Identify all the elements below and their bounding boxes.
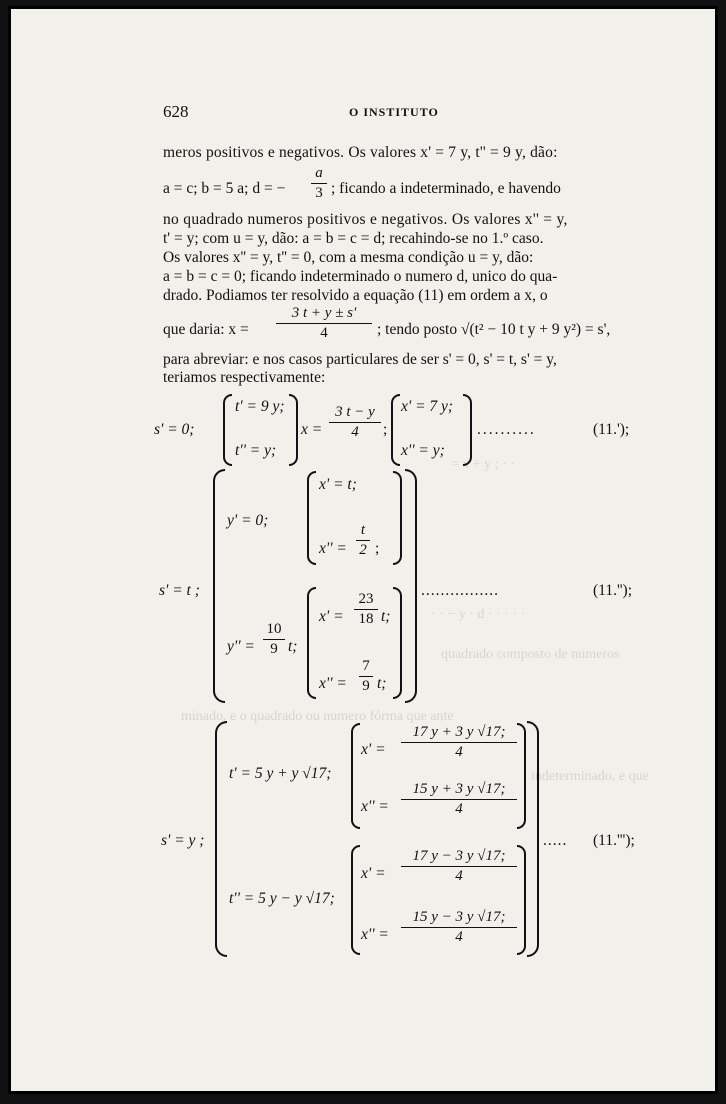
fraction: [401, 725, 517, 760]
fraction: [276, 306, 372, 341]
eq-term: t'' = y;: [235, 442, 277, 459]
equation-label: (11.''');: [593, 832, 635, 849]
fraction-denominator: 4: [351, 424, 359, 440]
fraction: [359, 659, 373, 694]
eq-lhs: s' = t ;: [159, 582, 200, 599]
text-line: drado. Podiamos ter resolvido a equação (11) em ordem a x, o: [163, 287, 548, 304]
text-line: meros positivos e negativos. Os valores x' = 7 y, t'' = 9 y, dão:: [163, 144, 558, 161]
eq-lhs: s' = y ;: [161, 832, 205, 849]
book-page: [8, 6, 718, 1094]
fraction-denominator: 2: [359, 542, 367, 558]
eq-term: y'' =: [227, 638, 255, 655]
fraction-numerator: 23: [354, 592, 378, 610]
eq-term: t;: [288, 638, 298, 655]
eq-term: x'' =: [361, 798, 389, 815]
dot-leader: .....: [543, 832, 568, 849]
page-number: 628: [163, 102, 189, 121]
text-line: ; tendo posto √(t² − 10 t y + 9 y²) = s',: [377, 321, 611, 338]
fraction: [263, 622, 285, 657]
fraction: [401, 849, 517, 884]
eq-term: x =: [301, 421, 323, 438]
text-line: no quadrado numeros positivos e negativos. Os valores x'' = y,: [163, 211, 568, 228]
right-brace: [289, 394, 298, 466]
text-line: a = c; b = 5 a; d = −: [163, 180, 286, 197]
equation-label: (11.');: [593, 421, 630, 438]
fraction: [311, 166, 327, 201]
fraction-numerator: 10: [263, 622, 285, 640]
eq-separator: ;: [383, 421, 388, 438]
left-brace: [351, 723, 360, 829]
eq-term: x' =: [361, 865, 386, 882]
left-brace: [307, 471, 316, 565]
fraction-numerator: 15 y + 3 y √17;: [401, 782, 517, 800]
fraction: [401, 910, 517, 945]
bleed-through-text: = x + y ; · ·: [451, 457, 516, 472]
left-brace: [351, 845, 360, 955]
text-line: teriamos respectivamente:: [163, 369, 326, 386]
eq-lhs: s' = 0;: [154, 421, 195, 438]
right-brace: [463, 394, 472, 466]
eq-term: t' = 5 y + y √17;: [229, 765, 332, 782]
left-brace: [215, 721, 227, 957]
fraction: [354, 592, 378, 627]
left-brace: [213, 469, 225, 703]
fraction-denominator: 9: [270, 641, 278, 657]
fraction-denominator: 9: [362, 678, 370, 694]
eq-term: t'' = 5 y − y √17;: [229, 890, 335, 907]
fraction-numerator: a: [311, 166, 327, 184]
right-brace: [517, 845, 526, 955]
eq-term: x' =: [361, 741, 386, 758]
eq-term: x'' =: [319, 540, 347, 557]
fraction-numerator: 17 y + 3 y √17;: [401, 725, 517, 743]
bleed-through-text: minado, e o quadrado ou numero fórma que ante: [181, 709, 454, 724]
fraction: [356, 523, 370, 558]
left-brace: [307, 587, 316, 699]
eq-term: x'' =: [361, 926, 389, 943]
fraction-denominator: 4: [455, 868, 463, 884]
eq-term: t;: [381, 608, 391, 625]
equation-label: (11.'');: [593, 582, 633, 599]
text-line: Os valores x'' = y, t'' = 0, com a mesma condição u = y, dão:: [163, 249, 534, 266]
text-line: t' = y; com u = y, dão: a = b = c = d; recahindo-se no 1.º caso.: [163, 230, 544, 247]
eq-term: t;: [377, 675, 387, 692]
fraction-denominator: 18: [358, 611, 374, 627]
right-brace: [393, 587, 402, 699]
fraction-numerator: t: [356, 523, 370, 541]
dot-leader: ................: [421, 582, 499, 599]
text-line: que daria: x =: [163, 321, 249, 338]
bleed-through-text: quadrado composto de numeros: [441, 647, 620, 662]
eq-term: y' = 0;: [227, 512, 269, 529]
fraction-denominator: 4: [455, 801, 463, 817]
eq-term: x' =: [319, 608, 344, 625]
eq-term: x'' = y;: [401, 442, 445, 459]
fraction-numerator: 15 y − 3 y √17;: [401, 910, 517, 928]
fraction: [329, 405, 381, 440]
dot-leader: ..........: [477, 421, 536, 438]
fraction-denominator: 3: [315, 185, 323, 201]
eq-term: x'' =: [319, 675, 347, 692]
right-brace: [517, 723, 526, 829]
bleed-through-text: · · − y · d · · · · ·: [431, 607, 526, 622]
eq-term: t' = 9 y;: [235, 398, 285, 415]
fraction-numerator: 7: [359, 659, 373, 677]
left-brace: [391, 394, 400, 466]
fraction-denominator: 4: [455, 929, 463, 945]
bleed-through-text: indeterminado, e que: [531, 769, 649, 784]
right-brace: [393, 471, 402, 565]
eq-term: ;: [375, 540, 380, 557]
running-title: O INSTITUTO: [349, 105, 439, 119]
eq-term: x' = 7 y;: [401, 398, 454, 415]
text-line: a = b = c = 0; ficando indeterminado o numero d, unico do qua-: [163, 268, 558, 285]
fraction-numerator: 3 t + y ± s': [276, 306, 372, 324]
fraction-numerator: 17 y − 3 y √17;: [401, 849, 517, 867]
text-line: ; ficando a indeterminado, e havendo: [331, 180, 561, 197]
eq-term: x' = t;: [319, 476, 357, 493]
right-brace: [405, 469, 417, 703]
fraction-denominator: 4: [320, 325, 328, 341]
text-line: para abreviar: e nos casos particulares de ser s' = 0, s' = t, s' = y,: [163, 351, 557, 368]
fraction-numerator: 3 t − y: [329, 405, 381, 423]
fraction-denominator: 4: [455, 744, 463, 760]
left-brace: [223, 394, 232, 466]
right-brace: [527, 721, 539, 957]
fraction: [401, 782, 517, 817]
